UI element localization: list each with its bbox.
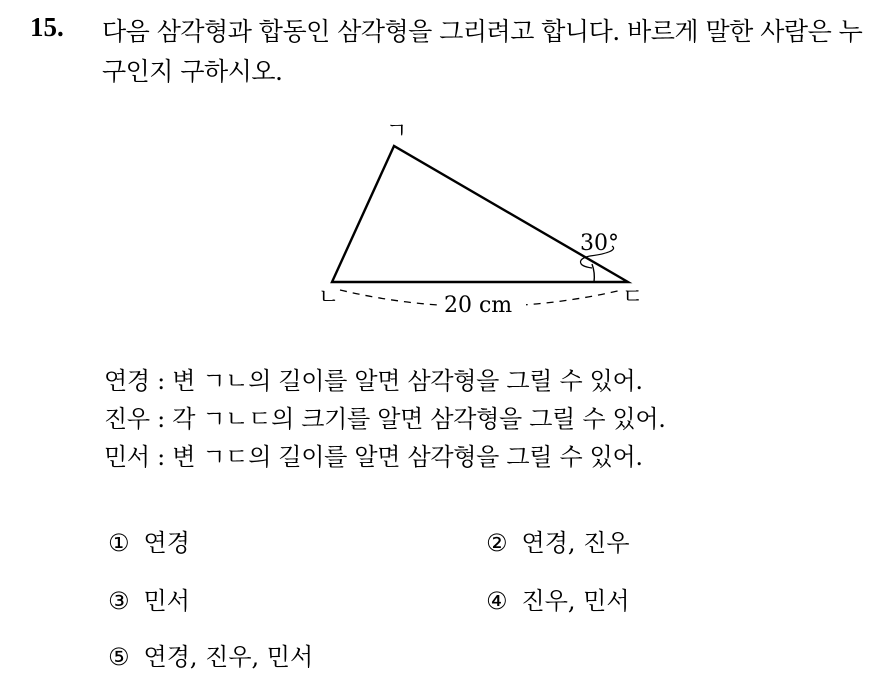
choice-4-text: 진우, 민서 [521, 587, 630, 615]
choice-1[interactable] [108, 523, 190, 558]
vertex-label-top: ㄱ [386, 119, 408, 144]
vertex-label-left: ㄴ [318, 285, 340, 310]
choice-5-number: ⑤ [108, 643, 130, 671]
choice-2[interactable] [486, 523, 630, 558]
triangle-shape [332, 146, 628, 282]
choice-2-number: ② [486, 529, 508, 557]
statement-minseo: 민서 : 변 ㄱㄷ의 길이를 알면 삼각형을 그릴 수 있어. [104, 443, 643, 471]
side-length-label: 20 cm [444, 293, 513, 318]
triangle-figure [300, 118, 660, 318]
choice-3[interactable] [108, 581, 190, 616]
choice-3-text: 민서 [143, 587, 190, 615]
choice-5[interactable] [108, 637, 313, 672]
choice-2-text: 연경, 진우 [521, 529, 630, 557]
choice-4[interactable] [486, 581, 630, 616]
choice-3-number: ③ [108, 587, 130, 615]
vertex-label-right: ㄷ [622, 285, 644, 310]
statement-list [104, 362, 666, 476]
angle-arc [592, 264, 594, 282]
answer-choices [108, 523, 828, 673]
choice-5-text: 연경, 진우, 민서 [143, 643, 314, 671]
choice-1-text: 연경 [143, 529, 190, 557]
statement-jinwoo: 진우 : 각 ㄱㄴㄷ의 크기를 알면 삼각형을 그릴 수 있어. [104, 405, 666, 433]
choice-1-number: ① [108, 529, 130, 557]
statement-yeongyeong: 연경 : 변 ㄱㄴ의 길이를 알면 삼각형을 그릴 수 있어. [104, 367, 643, 395]
choice-4-number: ④ [486, 587, 508, 615]
question-number: 15. [30, 12, 64, 42]
angle-label: 30° [580, 231, 619, 256]
question-text: 다음 삼각형과 합동인 삼각형을 그리려고 합니다. 바르게 말한 사람은 누구인지 구하시오. [102, 17, 863, 86]
